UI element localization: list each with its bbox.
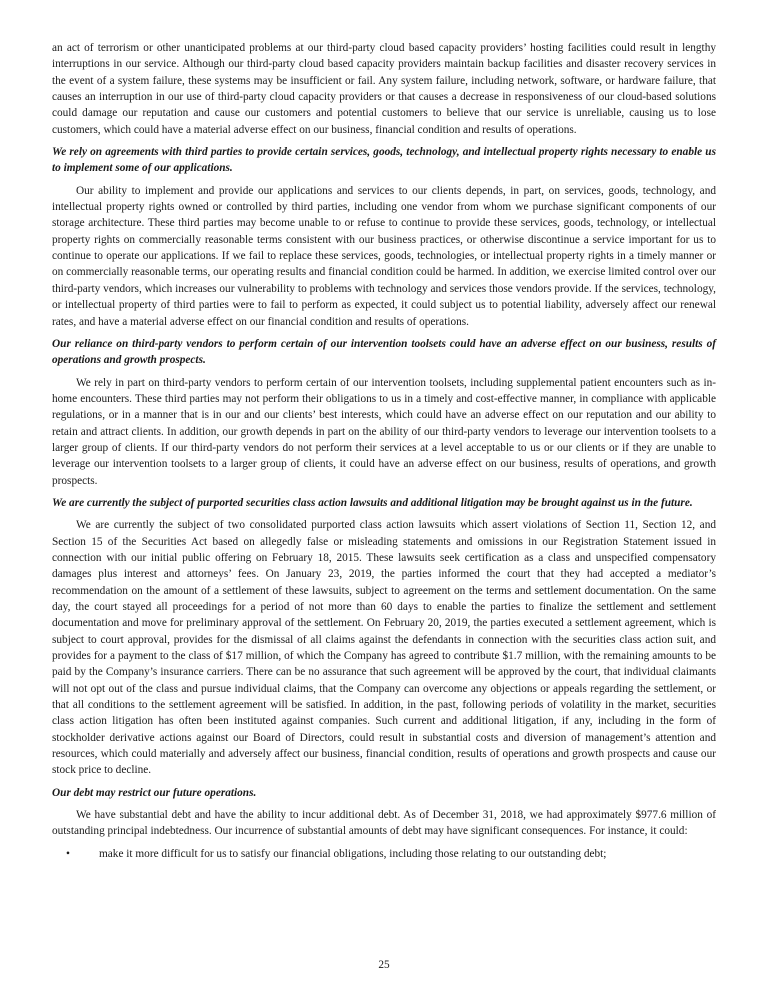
- bullet-item: [52, 846, 716, 862]
- paragraph-class-action: We are currently the subject of two consolidated purported class action lawsuits which assert violations of Section 11, Section 12, and Section 15 of the Securities Act based on allegedly false or misleading statements and omissions in our Registration Statement issued in connection with our initial public offering on February 18, 2015. These lawsuits seek certification as a class and unspecified compensatory damages plus interest and attorneys’ fees. On January 23, 2019, the parties informed the court that they had accepted a mediator’s recommendation on the amount of a settlement of these lawsuits, subject to agreement on the terms and settlement documentation. On the same day, the court stayed all proceedings for a period of not more than 60 days to enable the parties to finalize the settlement and settlement documentation and move for preliminary approval of the settlement. On February 20, 2019, the parties executed a settlement agreement, which is subject to court approval, provides for the dismissal of all claims against the defendants in connection with the securities class action suit, and provides for a payment to the class of $17 million, of which the Company has agreed to contribute $1.7 million, with the remaining amounts to be paid by the Company’s insurance carriers. There can be no assurance that such agreement will be approved by the court, that individual claimants will not opt out of the class and pursue individual claims, that the Company can overcome any objections or appeals regarding the settlement, or that all conditions to the settlement agreement will be satisfied. In addition, in the past, following periods of volatility in the market, securities class action litigation has often been instituted against companies. Such current and additional litigation, if any, including in the form of stockholder derivative actions against our Board of Directors, could result in substantial costs and diversion of management’s attention and resources, which could materially and adversely affect our business, financial condition, results of operations and growth prospects and cause our stock price to decline.: [52, 519, 716, 777]
- risk-heading-class-action: We are currently the subject of purported securities class action lawsuits and additional litigation may be brought against us in the future.: [52, 496, 693, 509]
- paragraph-continuation: an act of terrorism or other unanticipated problems at our third-party cloud based capacity providers’ hosting facilities could result in lengthy interruptions in our service. Although our third-party cloud based capacity providers maintain backup facilities and disaster recovery services in the event of a system failure, these systems may be insufficient or fail. Any system failure, including network, software, or hardware failure, that causes an interruption in our use of third-party cloud capacity providers or that causes a decrease in responsiveness of our cloud-based solutions could damage our reputation and cause our customers and potential customers to believe that our service is unreliable, causing us to lose customers, which could have a material adverse effect on our business, financial condition and results of operations.: [52, 42, 716, 136]
- paragraph-third-party-agreements: Our ability to implement and provide our applications and services to our clients depends, in part, on services, goods, technology, and intellectual property rights owned or controlled by third parties, including one vendor from whom we purchase significant components of our storage architecture. These third parties may become unable to or refuse to continue to provide these services, goods, technology, or intellectual property rights on commercially reasonable terms consistent with our business practices, or otherwise discontinue a service important for us to continue to operate our applications. If we fail to replace these services, goods, technologies, or intellectual property rights in a timely manner or on commercially reasonable terms, our operating results and financial condition could be harmed. In addition, we exercise limited control over our third-party vendors, which increases our vulnerability to problems with technology and services those vendors provide. If the services, technology, or intellectual property of third parties were to fail to perform as expected, it could subject us to potential liability, adversely affect our renewal rates, and have a material adverse effect on our financial condition and results of operations.: [52, 184, 716, 328]
- document-page: [52, 40, 716, 862]
- bullet-mark: •: [66, 847, 70, 860]
- page-number: 25: [378, 959, 390, 971]
- paragraph-debt: We have substantial debt and have the ability to incur additional debt. As of December 31, 2018, we had approximately $977.6 million of outstanding principal indebtedness. Our incurrence of substantial amounts of debt may have significant consequences. For instance, it could:: [52, 809, 716, 838]
- risk-heading-debt: Our debt may restrict our future operations.: [52, 786, 257, 799]
- bullet-text: make it more difficult for us to satisfy our financial obligations, including those relating to our outstanding debt;: [99, 847, 607, 860]
- risk-heading-third-party-agreements: We rely on agreements with third parties to provide certain services, goods, technology, and intellectual property rights necessary to enable us to implement some of our applications.: [52, 146, 716, 175]
- risk-heading-third-party-vendors: Our reliance on third-party vendors to perform certain of our intervention toolsets could have an adverse effect on our business, results of operations and growth prospects.: [52, 337, 716, 367]
- paragraph-third-party-vendors: We rely in part on third-party vendors to perform certain of our intervention toolsets, including supplemental patient encounters such as in-home encounters. These third parties may not perform their obligations to us in a timely and cost-effective manner, in compliance with applicable regulations, or in a manner that is in our and our clients’ best interests, which could have an adverse effect on our reputation and our ability to retain and attract clients. In addition, our growth depends in part on the ability of our third-party vendors to leverage our intervention toolsets to a larger group of clients. If our third-party vendors do not perform their services at a level acceptable to us or our clients or if they are unable to leverage our intervention toolsets to a larger group of clients, it could have an adverse effect on our business, results of operations, and growth prospects.: [52, 376, 716, 487]
